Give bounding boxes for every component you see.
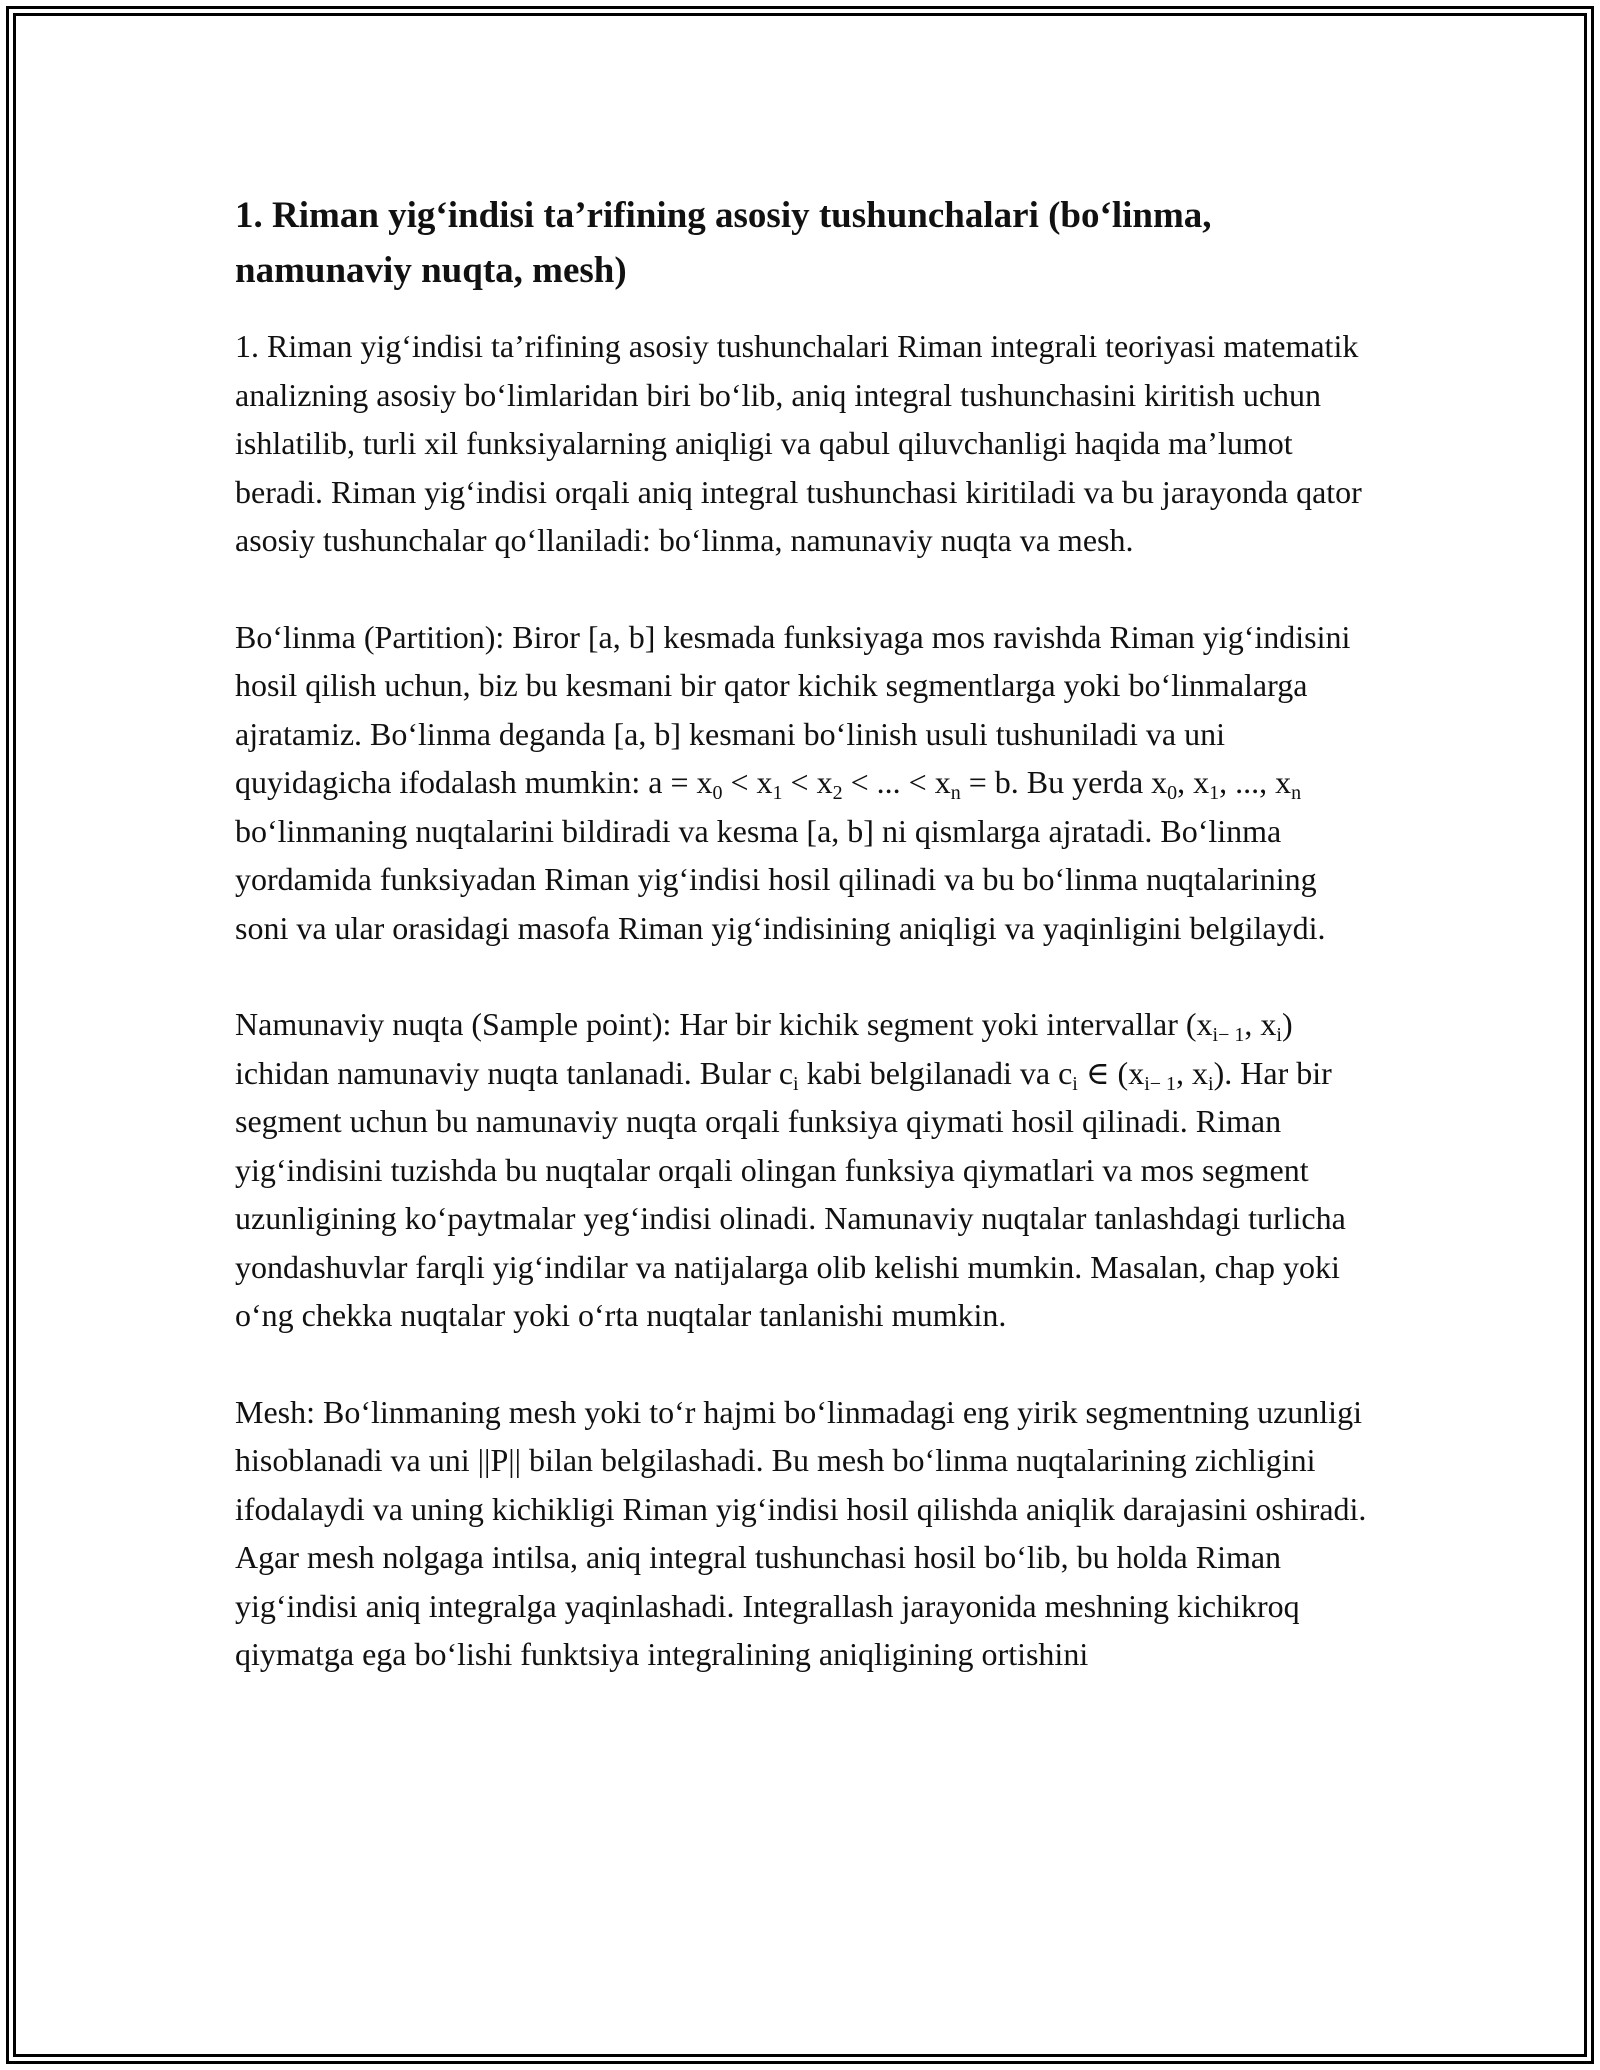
- subscript: i: [1208, 1072, 1214, 1095]
- section-heading: 1. Riman yig‘indisi ta’rifining asosiy tushunchalari (bo‘linma, namunaviy nuqta, mesh): [235, 195, 1212, 291]
- subscript: 1: [1209, 782, 1220, 804]
- partition-text: Bo‘linma (Partition): Biror [a, b] kesmada funksiyaga mos ravishda Riman yig‘indisini hosil qilish uchun, biz bu kesmani bir qator kichik segmentlarga yoki bo‘linmalarga ajratamiz. Bo‘linma deganda [a, b] kesmani bo‘linish usuli tushuniladi va uni quyidagicha ifodalash mumkin: a = x: [235, 618, 1351, 800]
- subscript: n: [950, 782, 961, 804]
- subscript: i: [793, 1072, 799, 1095]
- partition-paragraph: [235, 613, 1375, 953]
- sample-point-text: ). Har bir segment uchun bu namunaviy nuqta orqali funksiya qiymati hosil qilinadi. Riman yig‘indisini tuzishda bu nuqtalar orqali olingan funksiya qiymatlari va mos segment uzunligining ko‘paytmalar yeg‘indisi olinadi. Namunaviy nuqtalar tanlashdagi turlicha yondashuvlar farqli yig‘indilar va natijalarga olib kelishi mumkin. Masalan, chap yoki o‘ng chekka nuqtalar yoki o‘rta nuqtalar tanlanishi mumkin.: [235, 1054, 1346, 1333]
- sample-point-text: ) ichidan namunaviy nuqta tanlanadi. Bular c: [235, 1006, 1293, 1091]
- subscript: n: [1291, 782, 1302, 804]
- partition-text: < ... < x: [842, 764, 951, 800]
- sample-point-text: ∈ (x: [1077, 1054, 1145, 1091]
- subscript: 2: [832, 782, 843, 804]
- sample-point-paragraph: [235, 1000, 1375, 1340]
- mesh-paragraph: Mesh: Bo‘linmaning mesh yoki to‘r hajmi bo‘linmadagi eng yirik segmentning uzunligi hisoblanadi va uni ||P|| bilan belgilashadi. Bu mesh bo‘linma nuqtalarining zichligini ifodalaydi va uning kichikligi Riman yig‘indisi hosil qilishda aniqlik darajasini oshiradi. Agar mesh nolgaga intilsa, aniq integral tushunchasi hosil bo‘lib, bu holda Riman yig‘indisi aniq integralga yaqinlashadi. Integrallash jarayonida meshning kichikroq qiymatga ega bo‘lishi funktsiya integralining aniqligining ortishini: [235, 1393, 1367, 1672]
- partition-text: , x: [1177, 764, 1210, 800]
- partition-text: < x: [782, 764, 833, 800]
- subscript: 1: [772, 782, 783, 804]
- sample-point-text: Namunaviy nuqta (Sample point): Har bir kichik segment yoki intervallar (x: [235, 1006, 1213, 1042]
- subscript: i: [1276, 1024, 1282, 1046]
- sample-point-text: , x: [1176, 1054, 1209, 1091]
- partition-text: , ..., x: [1219, 764, 1292, 800]
- partition-text: = b. Bu yerda x: [960, 764, 1168, 800]
- subscript: i− 1: [1212, 1024, 1245, 1046]
- partition-text: < x: [722, 764, 773, 800]
- subscript: i: [1072, 1072, 1078, 1095]
- sample-point-text: kabi belgilanadi va c: [798, 1054, 1073, 1091]
- intro-paragraph: 1. Riman yig‘indisi ta’rifining asosiy tushunchalari Riman integrali teoriyasi matematik analizning asosiy bo‘limlaridan biri bo‘lib, aniq integral tushunchasini kiritish uchun ishlatilib, turli xil funksiyalarning aniqligi va qabul qiluvchanligi haqida ma’lumot beradi. Riman yig‘indisi orqali aniq integral tushunchasi kiritiladi va bu jarayonda qator asosiy tushunchalar qo‘llaniladi: bo‘linma, namunaviy nuqta va mesh.: [235, 328, 1362, 558]
- document-body: [235, 188, 1375, 1727]
- partition-text: bo‘linmaning nuqtalarini bildiradi va kesma [a, b] ni qismlarga ajratadi. Bo‘linma yordamida funksiyadan Riman yig‘indisi hosil qilinadi va bu bo‘linma nuqtalarining soni va ular orasidagi masofa Riman yig‘indisining aniqligi va yaqinligini belgilaydi.: [235, 812, 1326, 946]
- subscript: i− 1: [1144, 1072, 1177, 1095]
- subscript: 0: [1167, 782, 1178, 804]
- subscript: 0: [712, 782, 723, 804]
- sample-point-text: , x: [1244, 1006, 1277, 1042]
